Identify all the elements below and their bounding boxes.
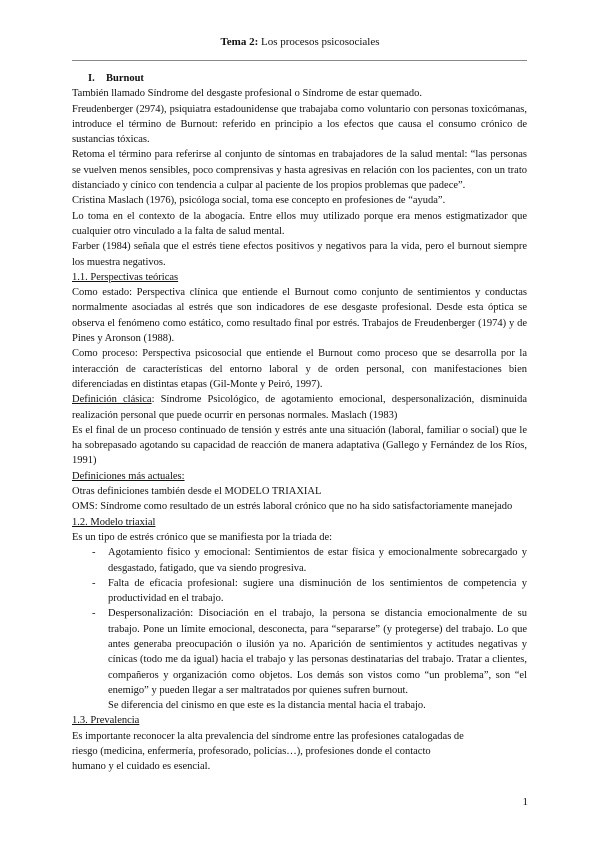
triad-list	[72, 545, 527, 698]
header-title-rest: Los procesos psicosociales	[258, 36, 380, 48]
current-definitions-label: Definiciones más actuales:	[72, 470, 185, 482]
paragraph: Freudenberger (2974), psiquiatra estadounidense que trabajaba como voluntario con personas toxicómanas, introduce el término de Burnout: referido en principio a los efectos que causa el consumo crónico de sustancias tóxicas.	[72, 103, 527, 146]
paragraph: Otras definiciones también desde el MODELO TRIAXIAL	[72, 486, 322, 498]
list-item: - Despersonalización: Disociación en el trabajo, la persona se distancia emocionalmente de su trabajo. Pone un límite emocional, desconecta, para “separarse” (y protegerse) del trabajo. Lo que antes generaba preocupación o ilusión ya no. Aparición de sentimientos y actitudes negativas y cínicas (todo me da igual) hacia el trabajo y las personas destinatarias del trabajo. Tratar a clientes, compañeros y organización como objetos. Los demás son vistos como “un problema”, son “el enemigo” y pueden llegar a ser maltratados por quienes sufren burnout.	[72, 606, 527, 698]
paragraph-classic-definition: Definición clásica: Síndrome Psicológico, de agotamiento emocional, despersonalización, disminuida realización personal que puede ocurrir en personas normales. Maslach (1983)	[72, 394, 528, 421]
list-item: - Agotamiento físico y emocional: Sentimientos de estar física y emocionalmente sobrecargado y desgastado, fatigado, que va siendo progresiva.	[72, 545, 527, 576]
paragraph-oms: OMS: Síndrome como resultado de un estrés laboral crónico que no ha sido satisfactoriamente manejado	[72, 501, 513, 513]
paragraph: Es importante reconocer la alta prevalencia del síndrome entre las profesiones catalogadas de riesgo (medicina, enfermería, profesorado, policías…), profesiones donde el contacto humano y el cuidado es esencial.	[72, 730, 464, 773]
list-item: - Falta de eficacia profesional: sugiere una disminución de los sentimientos de competencia y productividad en el trabajo.	[72, 576, 527, 607]
header-divider	[72, 60, 527, 61]
paragraph: Farber (1984) señala que el estrés tiene efectos positivos y negativos para la vida, pero el burnout siempre los muestra negativos.	[72, 241, 527, 268]
paragraph: También llamado Síndrome del desgaste profesional o Síndrome de estar quemado.	[72, 88, 423, 100]
subsection-heading-perspectivas: 1.1. Perspectivas teóricas	[72, 271, 179, 283]
subsection-heading-prevalencia: 1.3. Prevalencia	[72, 715, 140, 727]
paragraph: Se diferencia del cinismo en que este es la distancia mental hacia el trabajo.	[108, 700, 426, 712]
classic-definition-label: Definición clásica	[72, 394, 152, 406]
paragraph: Como proceso: Perspectiva psicosocial que entiende el Burnout como proceso que se desarrolla por la interacción de características del entorno laboral y de orden personal, con manifestaciones bien diferenciadas en distintas etapas (Gil-Monte y Peiró, 1997).	[72, 348, 527, 390]
paragraph: Es el final de un proceso continuado de tensión y estrés ante una situación (laboral, familiar o social) que le ha sobrepasado agotando su capacidad de reacción de manera adaptativa (Gallego y Fernández de los Ríos, 1991)	[72, 424, 527, 467]
header-title-bold: Tema 2:	[220, 36, 259, 48]
document-body	[72, 71, 527, 775]
subsection-heading-modelo: 1.2. Modelo triaxial	[72, 516, 156, 528]
page-number: 1	[522, 796, 528, 808]
section-heading-burnout: I. Burnout	[88, 73, 144, 84]
paragraph: Lo toma en el contexto de la abogacía. Entre ellos muy utilizado porque era menos estigmatizador que cualquier otro vinculado a la falta de salud mental.	[72, 210, 527, 237]
paragraph: Cristina Maslach (1976), psicóloga social, toma ese concepto en profesiones de “ayuda”.	[72, 195, 446, 207]
paragraph: Retoma el término para referirse al conjunto de síntomas en trabajadores de la salud mental: “las personas se vuelven menos sensibles, poco comprensivas y hasta agresivas en relación con los pacientes, con un trato distanciado y cínico con tendencia a culpar al paciente de los propios problemas que padece”.	[72, 149, 527, 192]
paragraph: Como estado: Perspectiva clínica que entiende el Burnout como conjunto de sentimientos y conductas normalmente asociadas al estrés que son indicadores de ese desgaste profesional. Desde esta óptica se observa el fenómeno como estático, como resultado final por estrés. Trabajos de Freudenberger (1974) y de Pines y Aronson (1988).	[72, 287, 527, 345]
paragraph: Es un tipo de estrés crónico que se manifiesta por la triada de:	[72, 531, 333, 543]
page-header	[0, 36, 600, 48]
